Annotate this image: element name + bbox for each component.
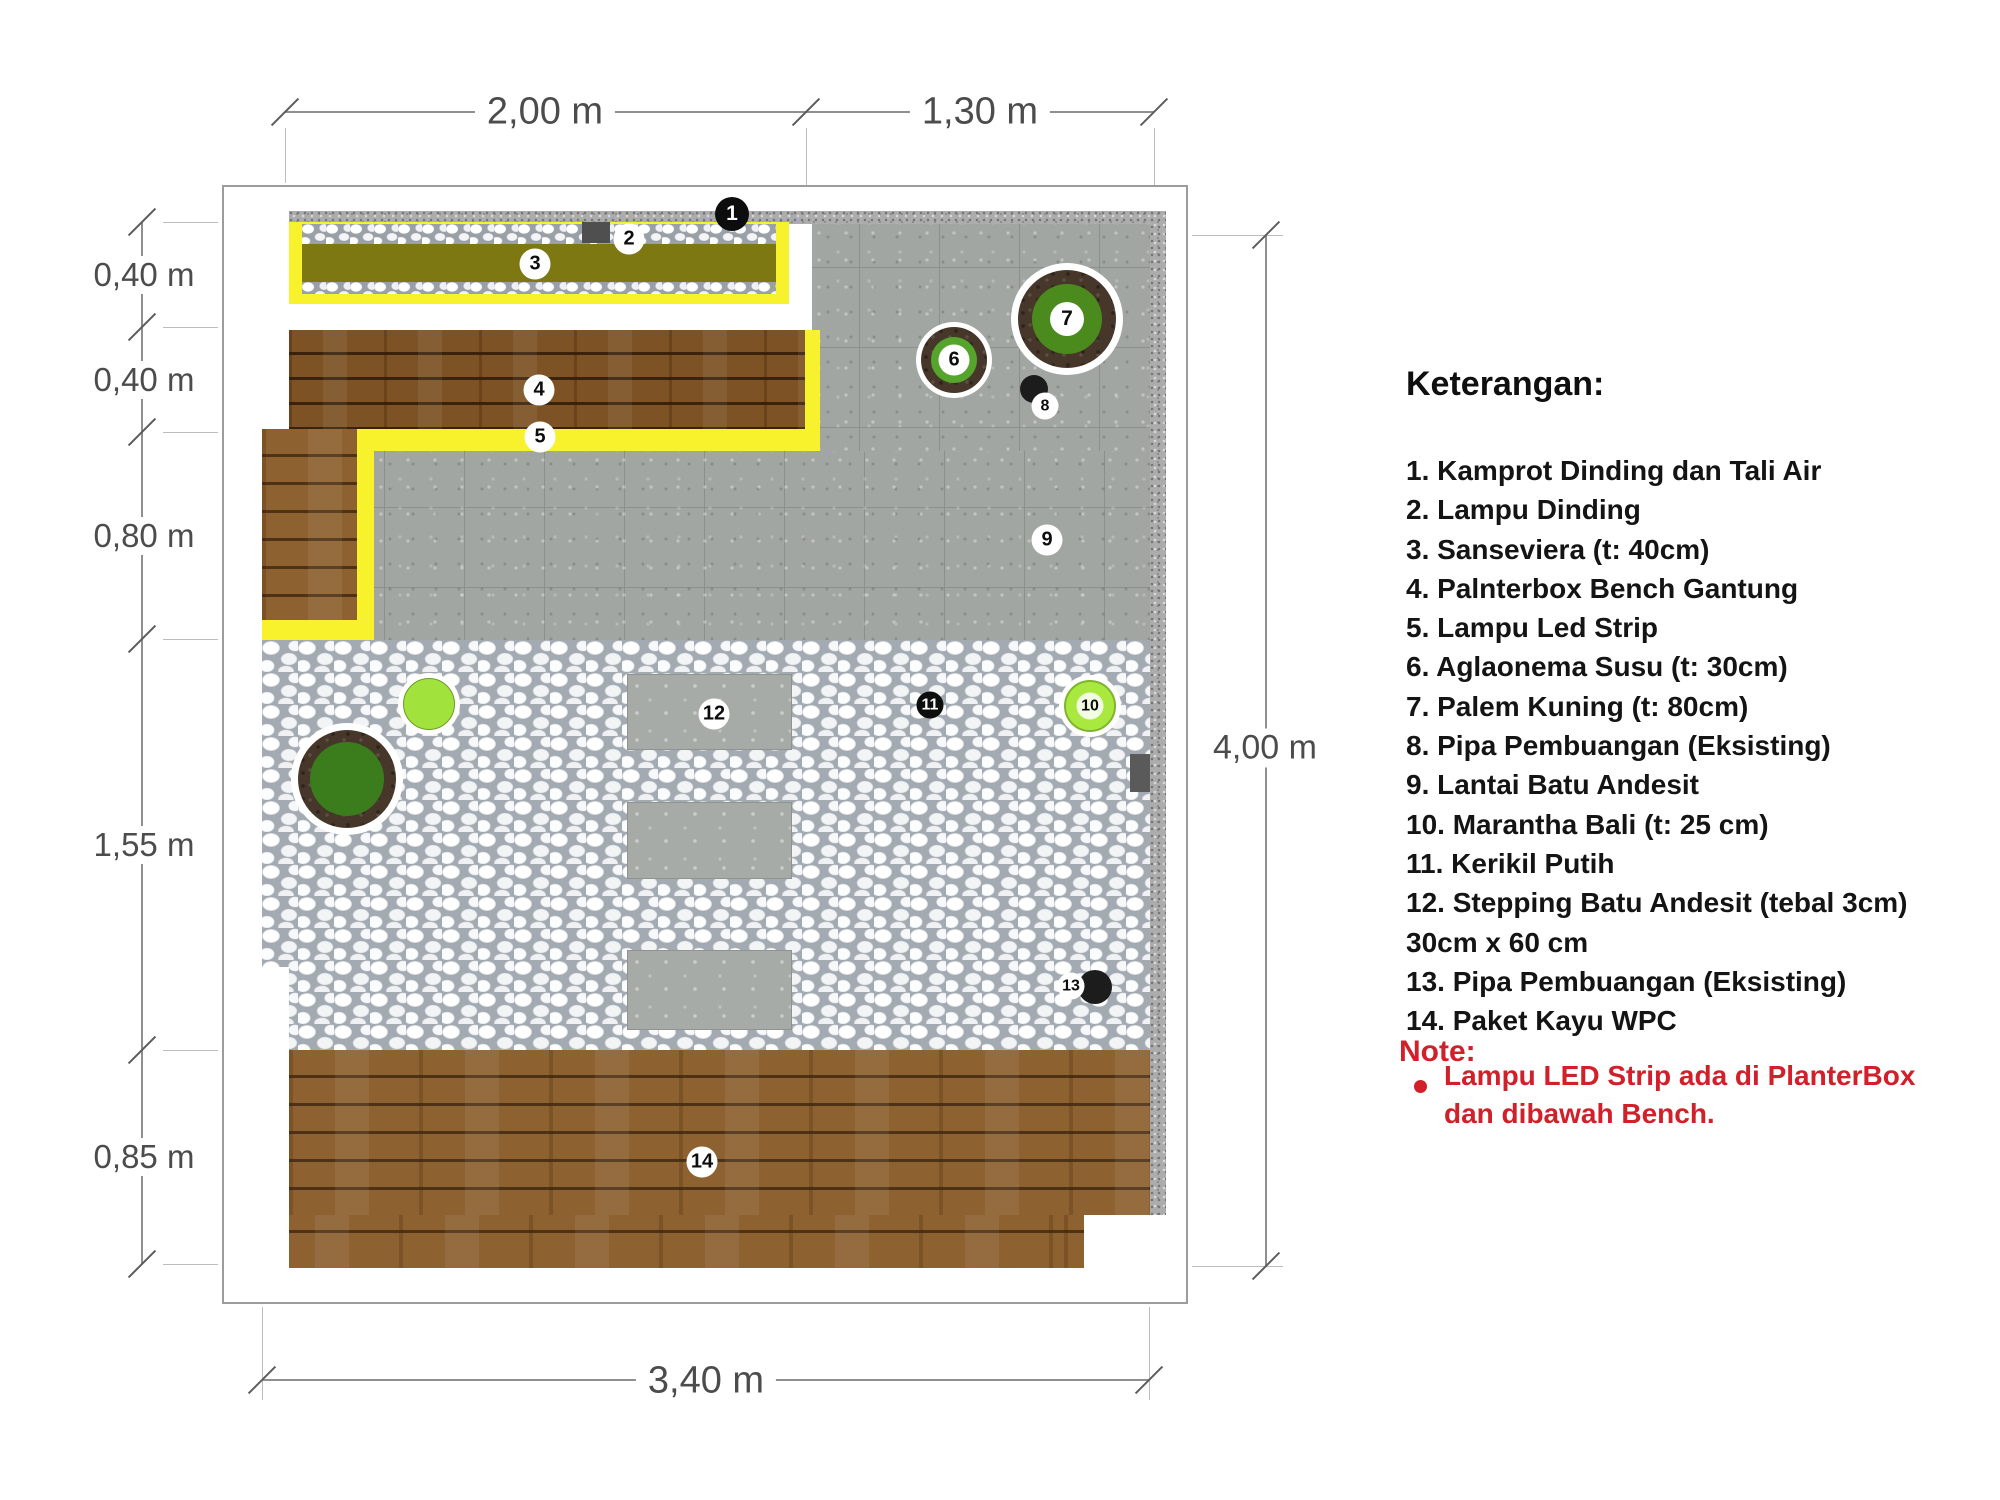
stepping-stone bbox=[627, 802, 792, 879]
left-extension-line bbox=[163, 639, 218, 640]
note-line: dan dibawah Bench. bbox=[1444, 1098, 1715, 1129]
wpc-deck-main bbox=[289, 1050, 1150, 1215]
legend-title: Keterangan: bbox=[1406, 365, 1605, 403]
planter-pebble-band-bottom bbox=[302, 282, 776, 294]
left-extension-line bbox=[163, 432, 218, 433]
callout-8: 8 bbox=[1032, 393, 1059, 420]
callout-5: 5 bbox=[525, 422, 556, 453]
dimension-label-left-2: 0,40 m bbox=[82, 361, 207, 399]
left-extension-line bbox=[163, 222, 218, 223]
note-line: Lampu LED Strip ada di PlanterBox bbox=[1444, 1060, 1916, 1091]
dimension-label-right: 4,00 m bbox=[1201, 729, 1329, 768]
planter-pebble-band-top bbox=[302, 224, 776, 244]
led-strip-left-vertical bbox=[357, 451, 374, 620]
legend-item: 3. Sanseviera (t: 40cm) bbox=[1406, 533, 1710, 565]
wall-lamp bbox=[582, 222, 610, 243]
wood-strip-left bbox=[262, 429, 357, 620]
callout-2: 2 bbox=[614, 224, 645, 255]
callout-3: 3 bbox=[520, 249, 551, 280]
callout-10: 10 bbox=[1077, 693, 1104, 720]
left-extension-line bbox=[163, 327, 218, 328]
dimension-label-left-3: 0,80 m bbox=[82, 517, 207, 555]
gravel-left-notch bbox=[262, 967, 289, 1050]
dimension-label-top-2: 1,30 m bbox=[910, 91, 1050, 134]
stepping-stone bbox=[627, 950, 792, 1030]
dimension-label-bottom: 3,40 m bbox=[636, 1360, 776, 1403]
callout-9: 9 bbox=[1032, 525, 1063, 556]
legend-item: 10. Marantha Bali (t: 25 cm) bbox=[1406, 808, 1769, 840]
right-extension-line bbox=[1192, 235, 1283, 236]
dimension-label-left-1: 0,40 m bbox=[82, 256, 207, 294]
wpc-deck-step bbox=[289, 1215, 1084, 1268]
wall-outlet-box bbox=[1130, 754, 1150, 792]
led-strip-left-bottom bbox=[262, 620, 374, 642]
top-extension-line bbox=[285, 128, 286, 183]
legend-item: 2. Lampu Dinding bbox=[1406, 494, 1641, 526]
callout-6: 6 bbox=[939, 345, 970, 376]
legend-item: 6. Aglaonema Susu (t: 30cm) bbox=[1406, 651, 1788, 683]
note-bullet-dot bbox=[1414, 1080, 1427, 1093]
right-extension-line bbox=[1192, 1266, 1283, 1267]
plan-frame bbox=[222, 185, 1188, 1304]
legend-item: 4. Palnterbox Bench Gantung bbox=[1406, 572, 1799, 604]
dimension-label-top-1: 2,00 m bbox=[475, 91, 615, 134]
legend-item: 30cm x 60 cm bbox=[1406, 926, 1589, 958]
callout-7: 7 bbox=[1050, 302, 1084, 336]
callout-11: 11 bbox=[917, 692, 944, 719]
plant-lime-green bbox=[398, 673, 460, 735]
bottom-extension-line bbox=[1149, 1307, 1150, 1400]
plant-dark-green bbox=[291, 723, 403, 835]
legend-item: 9. Lantai Batu Andesit bbox=[1406, 769, 1700, 801]
legend-item: 5. Lampu Led Strip bbox=[1406, 612, 1659, 644]
legend-item: 12. Stepping Batu Andesit (tebal 3cm) bbox=[1406, 887, 1908, 919]
left-extension-line bbox=[163, 1050, 218, 1051]
legend-list bbox=[1406, 451, 1907, 1040]
bottom-extension-line bbox=[262, 1307, 263, 1400]
callout-13: 13 bbox=[1058, 973, 1085, 1000]
left-extension-line bbox=[163, 1264, 218, 1265]
legend-item: 11. Kerikil Putih bbox=[1406, 847, 1615, 879]
legend-item: 1. Kamprot Dinding dan Tali Air bbox=[1406, 455, 1822, 486]
callout-1: 1 bbox=[715, 197, 749, 231]
callout-4: 4 bbox=[524, 375, 555, 406]
legend-item: 14. Paket Kayu WPC bbox=[1406, 1005, 1677, 1037]
legend-item: 7. Palem Kuning (t: 80cm) bbox=[1406, 690, 1749, 722]
legend-item: 8. Pipa Pembuangan (Eksisting) bbox=[1406, 730, 1831, 762]
dimension-label-left-4: 1,55 m bbox=[82, 826, 207, 864]
dimension-label-left-5: 0,85 m bbox=[82, 1138, 207, 1176]
note-title: Note: bbox=[1399, 1035, 1476, 1068]
callout-12: 12 bbox=[699, 699, 730, 730]
led-strip-bench-bottom bbox=[354, 429, 820, 451]
legend-item: 13. Pipa Pembuangan (Eksisting) bbox=[1406, 965, 1847, 997]
callout-14: 14 bbox=[687, 1147, 718, 1178]
wall-right-kamprot bbox=[1150, 211, 1166, 1215]
